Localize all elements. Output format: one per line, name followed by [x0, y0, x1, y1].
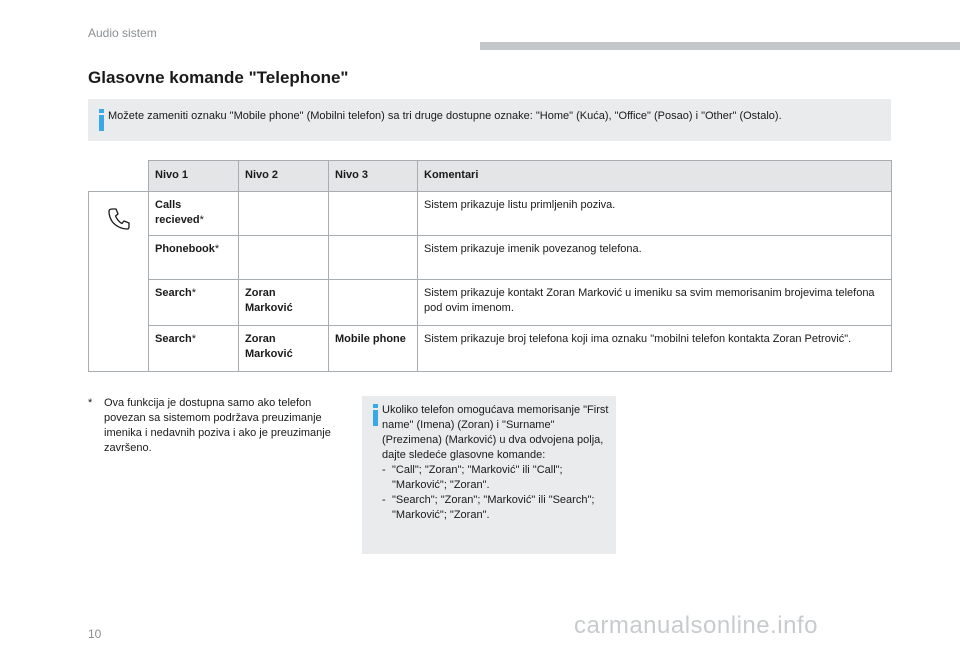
table-cell — [149, 192, 239, 236]
list-dash: - — [382, 464, 386, 476]
table-cell — [329, 192, 418, 236]
page-title: Glasovne komande "Telephone" — [88, 68, 349, 87]
table-cell — [149, 236, 239, 280]
page-number: 10 — [88, 627, 102, 641]
table-cell: Zoran Marković — [239, 326, 329, 372]
table-row — [89, 192, 892, 236]
info-note-text: Možete zameniti oznaku "Mobile phone" (Mobilni telefon) sa tri druge dostupne oznake: "Home" (Kuća), "Office" (Posao) i "Other" (Ostalo). — [108, 110, 782, 122]
tip-box — [362, 396, 616, 554]
table-cell — [329, 236, 418, 280]
list-item — [382, 463, 610, 493]
table-header-row — [89, 161, 892, 192]
table-cell — [239, 236, 329, 280]
list-dash: - — [382, 494, 386, 506]
table-row — [89, 280, 892, 326]
table-cell — [149, 280, 239, 326]
footnote-marker: * — [191, 287, 196, 299]
section-title: Audio sistem — [88, 26, 157, 40]
table-row — [89, 326, 892, 372]
command-label: Phonebook — [155, 243, 215, 255]
table-cell: Sistem prikazuje kontakt Zoran Marković u imeniku sa svim memorisanim brojevima telefona pod ovim imenom. — [418, 280, 892, 326]
footnote-star: * — [88, 397, 93, 409]
table-cell — [149, 326, 239, 372]
info-note-box — [88, 99, 891, 141]
command-label: Calls recieved — [155, 199, 200, 226]
table-cell — [239, 192, 329, 236]
footnote-marker: * — [199, 214, 204, 226]
table-cell: Sistem prikazuje imenik povezanog telefona. — [418, 236, 892, 280]
table-cell: Sistem prikazuje broj telefona koji ima oznaku "mobilni telefon kontakta Zoran Petrović". — [418, 326, 892, 372]
command-label: Search — [155, 333, 192, 345]
table-header-cell: Nivo 2 — [239, 161, 329, 192]
table-header-blank — [89, 161, 149, 192]
tip-text — [382, 403, 610, 523]
table-header-cell: Komentari — [418, 161, 892, 192]
table-header-cell: Nivo 3 — [329, 161, 418, 192]
list-item — [382, 493, 610, 523]
footnote-text: Ova funkcija je dostupna samo ako telefon povezan sa sistemom podržava preuzimanje imenika i nedavnih poziva i ako je preuzimanje završeno. — [104, 397, 331, 454]
icon-cell — [89, 192, 149, 372]
table-row — [89, 236, 892, 280]
table-header-cell: Nivo 1 — [149, 161, 239, 192]
footnote-marker: * — [214, 243, 220, 255]
list-item-text: "Call"; "Zoran"; "Marković" ili "Call"; "Marković"; "Zoran". — [392, 464, 563, 491]
tip-list — [382, 463, 610, 523]
watermark: carmanualsonline.info — [574, 612, 818, 639]
table-cell: Sistem prikazuje listu primljenih poziva. — [418, 192, 892, 236]
phone-handset-icon — [106, 206, 132, 232]
list-item-text: "Search"; "Zoran"; "Marković" ili "Search"; "Marković"; "Zoran". — [392, 494, 595, 521]
command-label: Search — [155, 287, 192, 299]
tip-intro: Ukoliko telefon omogućava memorisanje "First name" (Imena) (Zoran) i "Surname" (Prezimena) (Marković) u dva odvojena polja, dajte sledeće glasovne komande: — [382, 404, 609, 461]
voice-commands-table — [88, 160, 892, 372]
table-cell: Zoran Marković — [239, 280, 329, 326]
header-bar — [480, 42, 960, 50]
table-cell — [329, 280, 418, 326]
table-cell: Mobile phone — [329, 326, 418, 372]
footnote-marker: * — [191, 333, 196, 345]
